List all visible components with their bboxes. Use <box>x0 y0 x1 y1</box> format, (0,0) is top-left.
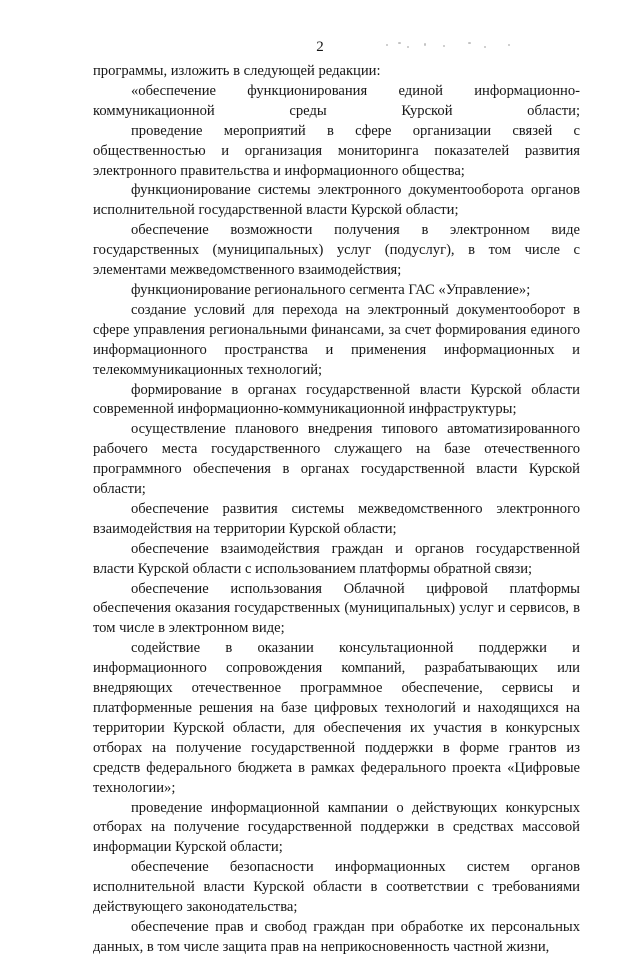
paragraph: «обеспечение функционирования единой информационно-коммуникационной среды Курской области; <box>93 82 580 119</box>
paragraph: проведение информационной кампании о действующих конкурсных отборах на получение государственной поддержки в средствах массовой информации Курской области; <box>93 799 580 856</box>
paragraph: функционирование регионального сегмента ГАС «Управление»; <box>131 281 531 298</box>
document-body <box>93 62 580 958</box>
paragraph: обеспечение возможности получения в электронном виде государственных (муниципальных) услуг (подуслуг), в том числе с элементами межведомственного взаимодействия; <box>93 222 580 279</box>
paragraph: осуществление планового внедрения типового автоматизированного рабочего места государственного служащего на базе отечественного программного обеспечения в органах государственной власти Курской области; <box>93 421 580 498</box>
paragraph: формирование в органах государственной власти Курской области современной информационно-коммуникационной инфраструктуры; <box>93 381 580 418</box>
paragraph: создание условий для перехода на электронный документооборот в сфере управления региональными финансами, за счет формирования единого информационного пространства и применения информационных и телекоммуникационных технологий; <box>93 301 580 378</box>
scan-noise <box>380 38 520 52</box>
paragraph: функционирование системы электронного документооборота органов исполнительной государственной власти Курской области; <box>93 182 580 219</box>
paragraph: обеспечение использования Облачной цифровой платформы обеспечения оказания государственных (муниципальных) услуг и сервисов, в том числе в электронном виде; <box>93 580 580 637</box>
page-number: 2 <box>316 39 324 55</box>
paragraph: обеспечение развития системы межведомственного электронного взаимодействия на территории Курской области; <box>93 500 580 537</box>
paragraph: проведение мероприятий в сфере организации связей с общественностью и организация мониторинга показателей развития электронного правительства и информационного общества; <box>93 122 580 179</box>
paragraph: содействие в оказании консультационной поддержки и информационного сопровождения компаний, разрабатывающих или внедряющих отечественное программное обеспечение, сервисы и платформенные решения на базе цифровых технологий и находящихся на территории Курской области, для обеспечения их участия в конкурсных отборах на получение государственной поддержки в форме грантов из средств федерального бюджета в рамках федерального проекта «Цифровые технологии»; <box>93 640 580 796</box>
paragraph: обеспечение взаимодействия граждан и органов государственной власти Курской области с использованием платформы обратной связи; <box>93 540 580 577</box>
paragraph: обеспечение безопасности информационных систем органов исполнительной власти Курской области в соответствии с требованиями действующего законодательства; <box>93 859 580 916</box>
paragraph: программы, изложить в следующей редакции: <box>93 63 381 79</box>
paragraph: обеспечение прав и свобод граждан при обработке их персональных данных, в том числе защита прав на неприкосновенность частной жизни, <box>93 918 580 955</box>
